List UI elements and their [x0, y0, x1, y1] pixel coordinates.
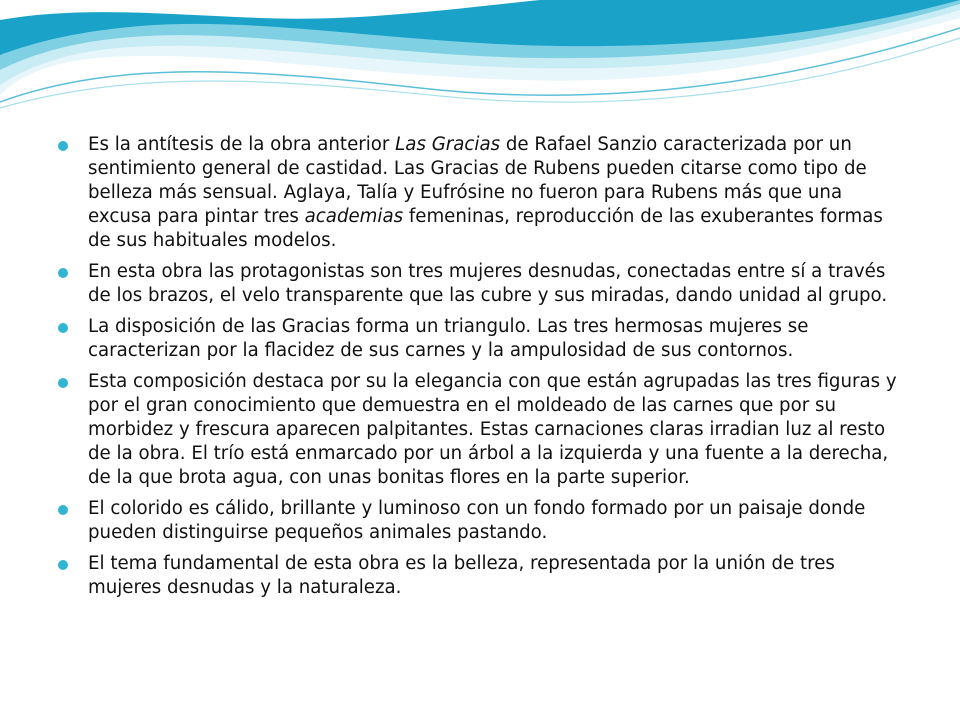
bullet-text: El colorido es cálido, brillante y luminoso con un fondo formado por un paisaje donde pueden distinguirse pequeños animales pastando.: [88, 498, 866, 543]
bullet-item: [58, 260, 908, 308]
slide-body: [58, 133, 908, 607]
bullet-item: [58, 370, 908, 490]
bullet-list: [58, 133, 908, 600]
bullet-dot-icon: [58, 323, 68, 333]
bullet-dot-icon: [58, 141, 68, 151]
bullet-text: de Rafael Sanzio caracterizada por un sentimiento general de castidad. Las Gracias de Rubens pueden citarse como tipo de belleza más sensual. Aglaya, Talía y Eufrósine no fueron para Rubens más que una excusa para pintar tres: [88, 134, 867, 227]
bullet-text: La disposición de las Gracias forma un triangulo. Las tres hermosas mujeres se caracterizan por la flacidez de sus carnes y la ampulosidad de sus contornos.: [88, 316, 809, 361]
bullet-text: Esta composición destaca por su la elegancia con que están agrupadas las tres figuras y por el gran conocimiento que demuestra en el moldeado de las carnes que por su morbidez y frescura aparecen palpitantes. Estas carnaciones claras irradian luz al resto de la obra. El trío está enmarcado por un árbol a la izquierda y una fuente a la derecha, de la que brota agua, con unas bonitas flores en la parte superior.: [88, 371, 897, 488]
bullet-dot-icon: [58, 560, 68, 570]
bullet-text: femeninas, reproducción de las exuberantes formas de sus habituales modelos.: [88, 206, 883, 251]
bullet-dot-icon: [58, 268, 68, 278]
bullet-item: [58, 133, 908, 253]
bullet-text-italic: academias: [304, 206, 404, 227]
bullet-text: En esta obra las protagonistas son tres mujeres desnudas, conectadas entre sí a través de los brazos, el velo transparente que las cubre y sus miradas, dando unidad al grupo.: [88, 261, 888, 306]
bullet-text: El tema fundamental de esta obra es la belleza, representada por la unión de tres mujeres desnudas y la naturaleza.: [88, 553, 835, 598]
bullet-item: [58, 552, 908, 600]
bullet-dot-icon: [58, 378, 68, 388]
bullet-text-italic: Las Gracias: [395, 134, 501, 155]
header-wave-decoration: [0, 0, 960, 130]
bullet-item: [58, 315, 908, 363]
bullet-dot-icon: [58, 505, 68, 515]
bullet-item: [58, 497, 908, 545]
bullet-text: Es la antítesis de la obra anterior: [88, 134, 396, 155]
